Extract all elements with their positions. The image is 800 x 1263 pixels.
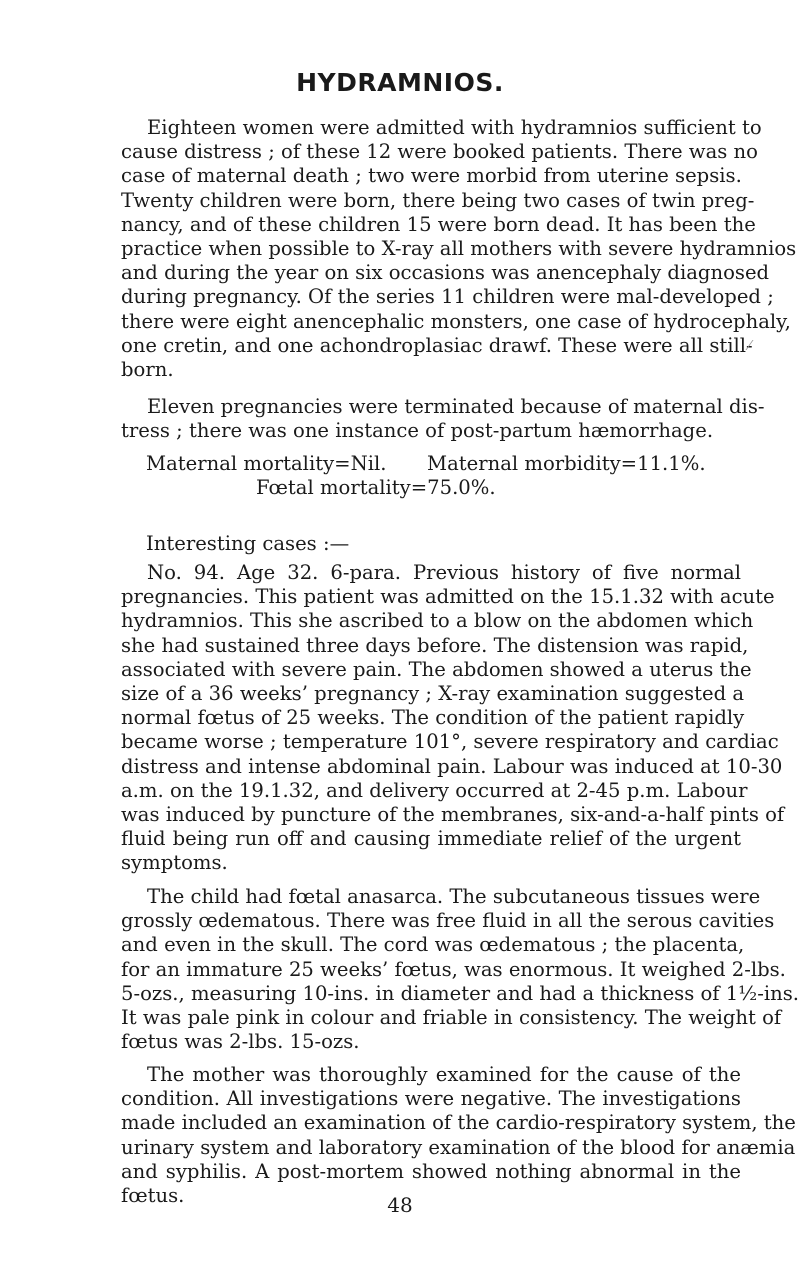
text-line: associated with severe pain. The abdomen showed a uterus the	[121, 657, 752, 681]
paragraph-case-94	[121, 561, 785, 876]
text-line: fœtus was 2-lbs. 15-ozs.	[121, 1030, 360, 1054]
text-line: It was pale pink in colour and friable in consistency. The weight of	[121, 1006, 782, 1030]
text-line: she had sustained three days before. The distension was rapid,	[121, 633, 749, 657]
text-line: 5-ozs., measuring 10-ins. in diameter and had a thickness of 1½-ins.	[121, 981, 800, 1005]
maternal-mortality-stat: Maternal mortality=Nil.	[146, 452, 387, 475]
text-line: was induced by puncture of the membranes, six-and-a-half pints of	[121, 803, 785, 827]
text-line: nancy, and of these children 15 were born dead. It has been the	[121, 212, 756, 236]
text-line: Eighteen women were admitted with hydramnios sufficient to	[147, 116, 762, 139]
paragraph-terminations	[121, 395, 765, 443]
text-line: and syphilis. A post-mortem showed nothing abnormal in the	[121, 1159, 741, 1183]
text-line: for an immature 25 weeks’ fœtus, was enormous. It weighed 2-lbs.	[121, 957, 786, 981]
text-line: No. 94. Age 32. 6-para. Previous history of five normal	[147, 561, 741, 584]
text-line: pregnancies. This patient was admitted on the 15.1.32 with acute	[121, 585, 775, 609]
text-line: and during the year on six occasions was anencephaly diagnosed	[121, 261, 770, 285]
text-line: fluid being run off and causing immediate relief of the urgent	[121, 827, 741, 851]
text-line: born.	[121, 358, 174, 382]
paragraph-hydramnios-summary	[121, 116, 797, 382]
text-line: cause distress ; of these 12 were booked patients. There was no	[121, 140, 758, 164]
text-line: The child had fœtal anasarca. The subcutaneous tissues were	[147, 885, 761, 908]
text-line: a.m. on the 19.1.32, and delivery occurred at 2-45 p.m. Labour	[121, 778, 748, 802]
text-line: size of a 36 weeks’ pregnancy ; X-ray examination suggested a	[121, 682, 745, 706]
paragraph-child-findings	[121, 885, 800, 1054]
text-line: there were eight anencephalic monsters, one case of hydrocephaly,	[121, 309, 791, 333]
text-line: grossly œdematous. There was free fluid in all the serous cavities	[121, 909, 775, 933]
paragraph-mother-examination	[121, 1063, 796, 1208]
page-number: 48	[387, 1193, 413, 1217]
page-heading: HYDRAMNIOS.	[296, 68, 504, 97]
text-line: The mother was thoroughly examined for the cause of the	[147, 1063, 741, 1086]
text-line: condition. All investigations were negative. The investigations	[121, 1087, 741, 1111]
text-line: became worse ; temperature 101°, severe respiratory and cardiac	[121, 730, 779, 754]
text-line: distress and intense abdominal pain. Labour was induced at 10-30	[121, 754, 783, 778]
text-line: Twenty children were born, there being two cases of twin preg-	[121, 188, 755, 212]
text-line: one cretin, and one achondroplasiac drawf. These were all still-	[121, 333, 753, 357]
text-line: urinary system and laboratory examination of the blood for anæmia	[121, 1135, 796, 1159]
text-line: tress ; there was one instance of post-partum hæmorrhage.	[121, 419, 714, 443]
interesting-cases-heading: Interesting cases :—	[146, 532, 350, 555]
text-line: hydramnios. This she ascribed to a blow on the abdomen which	[121, 609, 754, 633]
text-line: made included an examination of the cardio-respiratory system, the	[121, 1111, 796, 1135]
text-line: normal fœtus of 25 weeks. The condition of the patient rapidly	[121, 706, 745, 730]
foetal-mortality-stat: Fœtal mortality=75.0%.	[256, 476, 496, 499]
text-line: Eleven pregnancies were terminated because of maternal dis-	[147, 395, 765, 418]
text-line: case of maternal death ; two were morbid from uterine sepsis.	[121, 164, 742, 188]
text-line: symptoms.	[121, 851, 228, 875]
text-line: and even in the skull. The cord was œdematous ; the placenta,	[121, 933, 745, 957]
text-line: practice when possible to X-ray all mothers with severe hydramnios	[121, 237, 797, 261]
maternal-morbidity-stat: Maternal morbidity=11.1%.	[427, 452, 706, 475]
text-line: during pregnancy. Of the series 11 children were mal-developed ;	[121, 285, 774, 309]
text-line: fœtus.	[121, 1184, 185, 1208]
